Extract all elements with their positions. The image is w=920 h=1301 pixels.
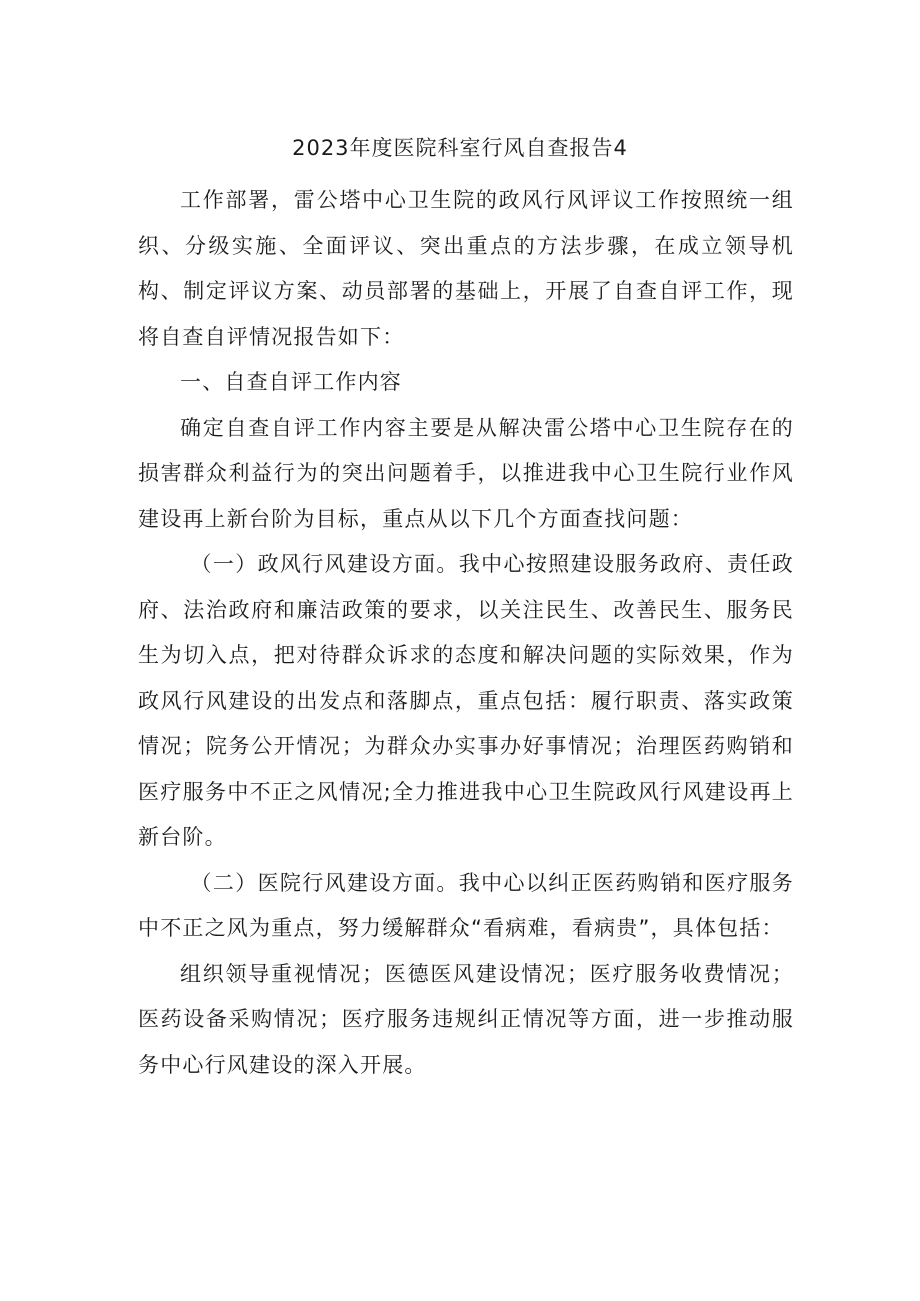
document-title: 2023年度医院科室行风自查报告4 (292, 136, 628, 160)
paragraph-organization-leadership: 组织领导重视情况；医德医风建设情况；医疗服务收费情况；医药设备采购情况；医疗服务违规纠正情况等方面，进一步推动服务中心行风建设的深入开展。 (138, 961, 794, 1077)
paragraph-government-style: （一）政风行风建设方面。我中心按照建设服务政府、责任政府、法治政府和廉洁政策的要求，以关注民生、改善民生、服务民生为切入点，把对待群众诉求的态度和解决问题的实际效果，作为政风行风建设的出发点和落脚点，重点包括：履行职责、落实政策情况；院务公开情况；为群众办实事办好事情况；治理医药购销和医疗服务中不正之风情况;全力推进我中心卫生院政风行风建设再上新台阶。 (138, 552, 794, 849)
section-heading-self-assessment: 一、自查自评工作内容 (180, 370, 402, 394)
paragraph-work-deployment: 工作部署，雷公塔中心卫生院的政风行风评议工作按照统一组织、分级实施、全面评议、突出重点的方法步骤，在成立领导机构、制定评议方案、动员部署的基础上，开展了自查自评工作，现将自查自评情况报告如下： (138, 188, 794, 349)
paragraph-hospital-style: （二）医院行风建设方面。我中心以纠正医药购销和医疗服务中不正之风为重点，努力缓解群众“看病难，看病贵”，具体包括： (138, 870, 794, 940)
document-body (138, 178, 794, 1088)
paragraph-assessment-content: 确定自查自评工作内容主要是从解决雷公塔中心卫生院存在的损害群众利益行为的突出问题着手，以推进我中心卫生院行业作风建设再上新台阶为目标，重点从以下几个方面查找问题： (138, 415, 794, 531)
